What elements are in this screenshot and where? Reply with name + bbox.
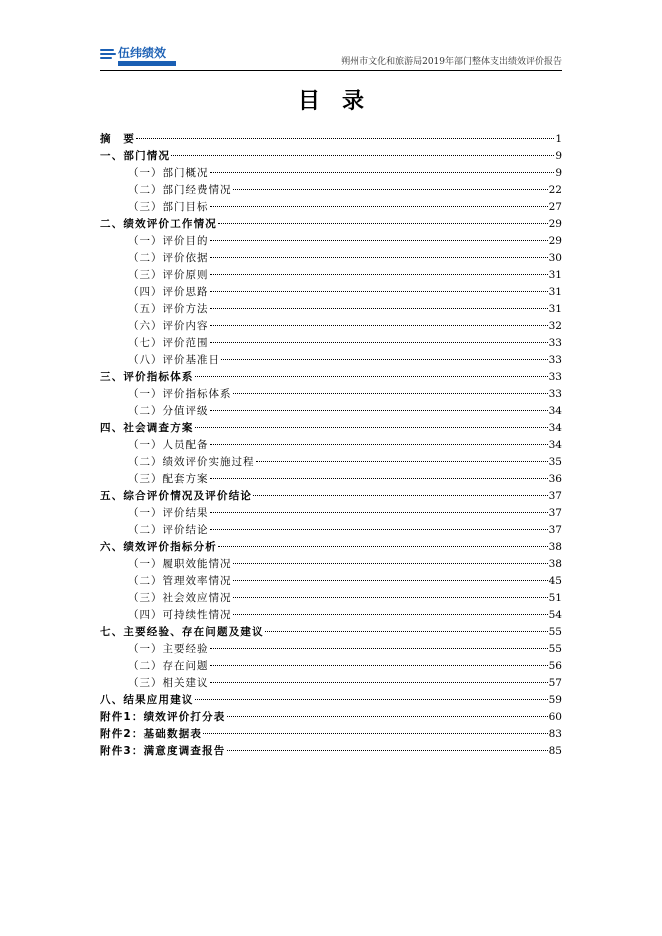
dot-leader (210, 172, 555, 173)
toc-entry[interactable] (100, 471, 562, 488)
toc-entry-page: 29 (548, 235, 562, 247)
dot-leader (210, 410, 548, 411)
toc-entry-label: 附件3：满意度调查报告 (100, 745, 226, 757)
toc-entry[interactable] (100, 369, 562, 386)
dot-leader (233, 580, 548, 581)
toc-entry-label: （六）评价内容 (128, 320, 209, 332)
toc-entry-label: 一、部门情况 (100, 150, 171, 162)
toc-entry[interactable] (100, 624, 562, 641)
toc-entry-page: 59 (548, 694, 562, 706)
toc-entry[interactable] (100, 148, 562, 165)
toc-entry-page: 22 (548, 184, 562, 196)
toc-entry-label: 三、评价指标体系 (100, 371, 194, 383)
toc-entry-label: （三）相关建议 (128, 677, 209, 689)
toc-entry[interactable] (100, 284, 562, 301)
toc-entry-page: 55 (548, 643, 562, 655)
logo-tagline-bar (118, 61, 176, 66)
toc-entry-page: 54 (548, 609, 562, 621)
toc-entry[interactable] (100, 539, 562, 556)
toc-entry-page: 1 (555, 133, 562, 145)
toc-entry-page: 34 (548, 439, 562, 451)
toc-entry-page: 37 (548, 490, 562, 502)
toc-entry[interactable] (100, 641, 562, 658)
dot-leader (210, 512, 548, 513)
toc-entry-label: （二）绩效评价实施过程 (128, 456, 255, 468)
dot-leader (171, 155, 554, 156)
toc-entry-label: （二）评价结论 (128, 524, 209, 536)
dot-leader (233, 393, 548, 394)
toc-entry-label: （一）评价指标体系 (128, 388, 232, 400)
toc-entry-label: （二）分值评级 (128, 405, 209, 417)
toc-entry-label: 附件1：绩效评价打分表 (100, 711, 226, 723)
toc-entry[interactable] (100, 556, 562, 573)
toc-entry-page: 33 (548, 354, 562, 366)
toc-entry-page: 27 (548, 201, 562, 213)
toc-entry-page: 51 (548, 592, 562, 604)
toc-entry-page: 31 (548, 286, 562, 298)
dot-leader (265, 631, 548, 632)
toc-entry-page: 33 (548, 388, 562, 400)
toc-entry-page: 36 (548, 473, 562, 485)
dot-leader (218, 546, 548, 547)
toc-entry-page: 33 (548, 371, 562, 383)
toc-entry[interactable] (100, 267, 562, 284)
toc-entry-label: （八）评价基准日 (128, 354, 220, 366)
toc-entry[interactable] (100, 505, 562, 522)
dot-leader (210, 342, 548, 343)
toc-entry[interactable] (100, 216, 562, 233)
toc-entry-label: 六、绩效评价指标分析 (100, 541, 217, 553)
toc-entry[interactable] (100, 165, 562, 182)
toc-entry-label: 四、社会调查方案 (100, 422, 194, 434)
toc-entry-label: （三）配套方案 (128, 473, 209, 485)
toc-entry-page: 37 (548, 524, 562, 536)
toc-entry[interactable] (100, 692, 562, 709)
dot-leader (210, 444, 548, 445)
toc-entry[interactable] (100, 420, 562, 437)
toc-entry-label: 七、主要经验、存在问题及建议 (100, 626, 264, 638)
dot-leader (233, 189, 548, 190)
toc-entry[interactable] (100, 709, 562, 726)
toc-entry-page: 9 (555, 150, 562, 162)
toc-entry[interactable] (100, 454, 562, 471)
toc-entry-label: 附件2：基础数据表 (100, 728, 203, 740)
toc-entry-label: （一）主要经验 (128, 643, 209, 655)
toc-entry-page: 38 (548, 558, 562, 570)
toc-title: 目录 (297, 89, 386, 114)
dot-leader (210, 648, 548, 649)
toc-entry-page: 45 (548, 575, 562, 587)
dot-leader (195, 376, 548, 377)
table-of-contents (100, 131, 562, 760)
toc-entry-label: （三）社会效应情况 (128, 592, 232, 604)
dot-leader (253, 495, 548, 496)
toc-entry-page: 29 (548, 218, 562, 230)
toc-entry-label: 二、绩效评价工作情况 (100, 218, 217, 230)
toc-entry-label: （二）存在问题 (128, 660, 209, 672)
dot-leader (210, 682, 548, 683)
toc-entry-label: （三）部门目标 (128, 201, 209, 213)
toc-entry[interactable] (100, 352, 562, 369)
logo-name: 伍纬绩效 (118, 46, 167, 60)
dot-leader (221, 359, 548, 360)
toc-entry-page: 34 (548, 405, 562, 417)
dot-leader (233, 614, 548, 615)
toc-entry-label: （四）评价思路 (128, 286, 209, 298)
toc-entry-page: 30 (548, 252, 562, 264)
dot-leader (210, 291, 548, 292)
toc-entry[interactable] (100, 590, 562, 607)
toc-entry-label: （七）评价范围 (128, 337, 209, 349)
toc-entry-label: （一）人员配备 (128, 439, 209, 451)
toc-entry-page: 32 (548, 320, 562, 332)
dot-leader (136, 138, 554, 139)
toc-entry[interactable] (100, 301, 562, 318)
dot-leader (210, 274, 548, 275)
dot-leader (195, 427, 548, 428)
dot-leader (233, 563, 548, 564)
toc-entry-label: （五）评价方法 (128, 303, 209, 315)
dot-leader (218, 223, 548, 224)
dot-leader (227, 750, 548, 751)
report-title: 朔州市文化和旅游局2019年部门整体支出绩效评价报告 (341, 57, 562, 67)
toc-entry-label: 八、结果应用建议 (100, 694, 194, 706)
dot-leader (210, 529, 548, 530)
page-header (100, 44, 562, 71)
dot-leader (210, 206, 548, 207)
dot-leader (227, 716, 548, 717)
toc-entry[interactable] (100, 182, 562, 199)
dot-leader (233, 597, 548, 598)
company-logo (100, 46, 176, 66)
toc-entry[interactable] (100, 726, 562, 743)
toc-entry[interactable] (100, 250, 562, 267)
dot-leader (195, 699, 548, 700)
toc-entry-label: （四）可持续性情况 (128, 609, 232, 621)
dot-leader (210, 325, 548, 326)
dot-leader (210, 308, 548, 309)
toc-entry[interactable] (100, 488, 562, 505)
toc-entry[interactable] (100, 658, 562, 675)
logo-stripes-icon (100, 49, 116, 63)
toc-entry-label: 五、综合评价情况及评价结论 (100, 490, 253, 502)
toc-entry-page: 37 (548, 507, 562, 519)
dot-leader (256, 461, 548, 462)
toc-entry-page: 31 (548, 303, 562, 315)
toc-entry-label: （一）部门概况 (128, 167, 209, 179)
toc-entry-label: （一）评价结果 (128, 507, 209, 519)
toc-entry[interactable] (100, 573, 562, 590)
toc-entry-label: （二）管理效率情况 (128, 575, 232, 587)
dot-leader (210, 665, 548, 666)
toc-entry-label: （一）履职效能情况 (128, 558, 232, 570)
toc-entry[interactable] (100, 233, 562, 250)
toc-entry-label: （二）部门经费情况 (128, 184, 232, 196)
toc-entry[interactable] (100, 199, 562, 216)
toc-entry[interactable] (100, 675, 562, 692)
toc-entry-page: 85 (548, 745, 562, 757)
toc-entry[interactable] (100, 522, 562, 539)
toc-entry[interactable] (100, 437, 562, 454)
toc-entry-label: （二）评价依据 (128, 252, 209, 264)
toc-entry-page: 9 (555, 167, 562, 179)
dot-leader (210, 240, 548, 241)
toc-entry-page: 83 (548, 728, 562, 740)
toc-entry-page: 34 (548, 422, 562, 434)
toc-entry-page: 57 (548, 677, 562, 689)
toc-entry[interactable] (100, 131, 562, 148)
dot-leader (210, 257, 548, 258)
toc-entry-page: 33 (548, 337, 562, 349)
toc-entry[interactable] (100, 386, 562, 403)
toc-entry[interactable] (100, 607, 562, 624)
toc-entry[interactable] (100, 403, 562, 420)
toc-entry-page: 55 (548, 626, 562, 638)
toc-entry-label: 摘 要 (100, 133, 136, 145)
toc-entry-page: 35 (548, 456, 562, 468)
dot-leader (203, 733, 548, 734)
toc-entry[interactable] (100, 318, 562, 335)
toc-entry-label: （三）评价原则 (128, 269, 209, 281)
toc-entry-page: 60 (548, 711, 562, 723)
toc-entry-label: （一）评价目的 (128, 235, 209, 247)
toc-entry-page: 56 (548, 660, 562, 672)
toc-entry[interactable] (100, 335, 562, 352)
toc-entry[interactable] (100, 743, 562, 760)
dot-leader (210, 478, 548, 479)
toc-entry-page: 38 (548, 541, 562, 553)
toc-entry-page: 31 (548, 269, 562, 281)
